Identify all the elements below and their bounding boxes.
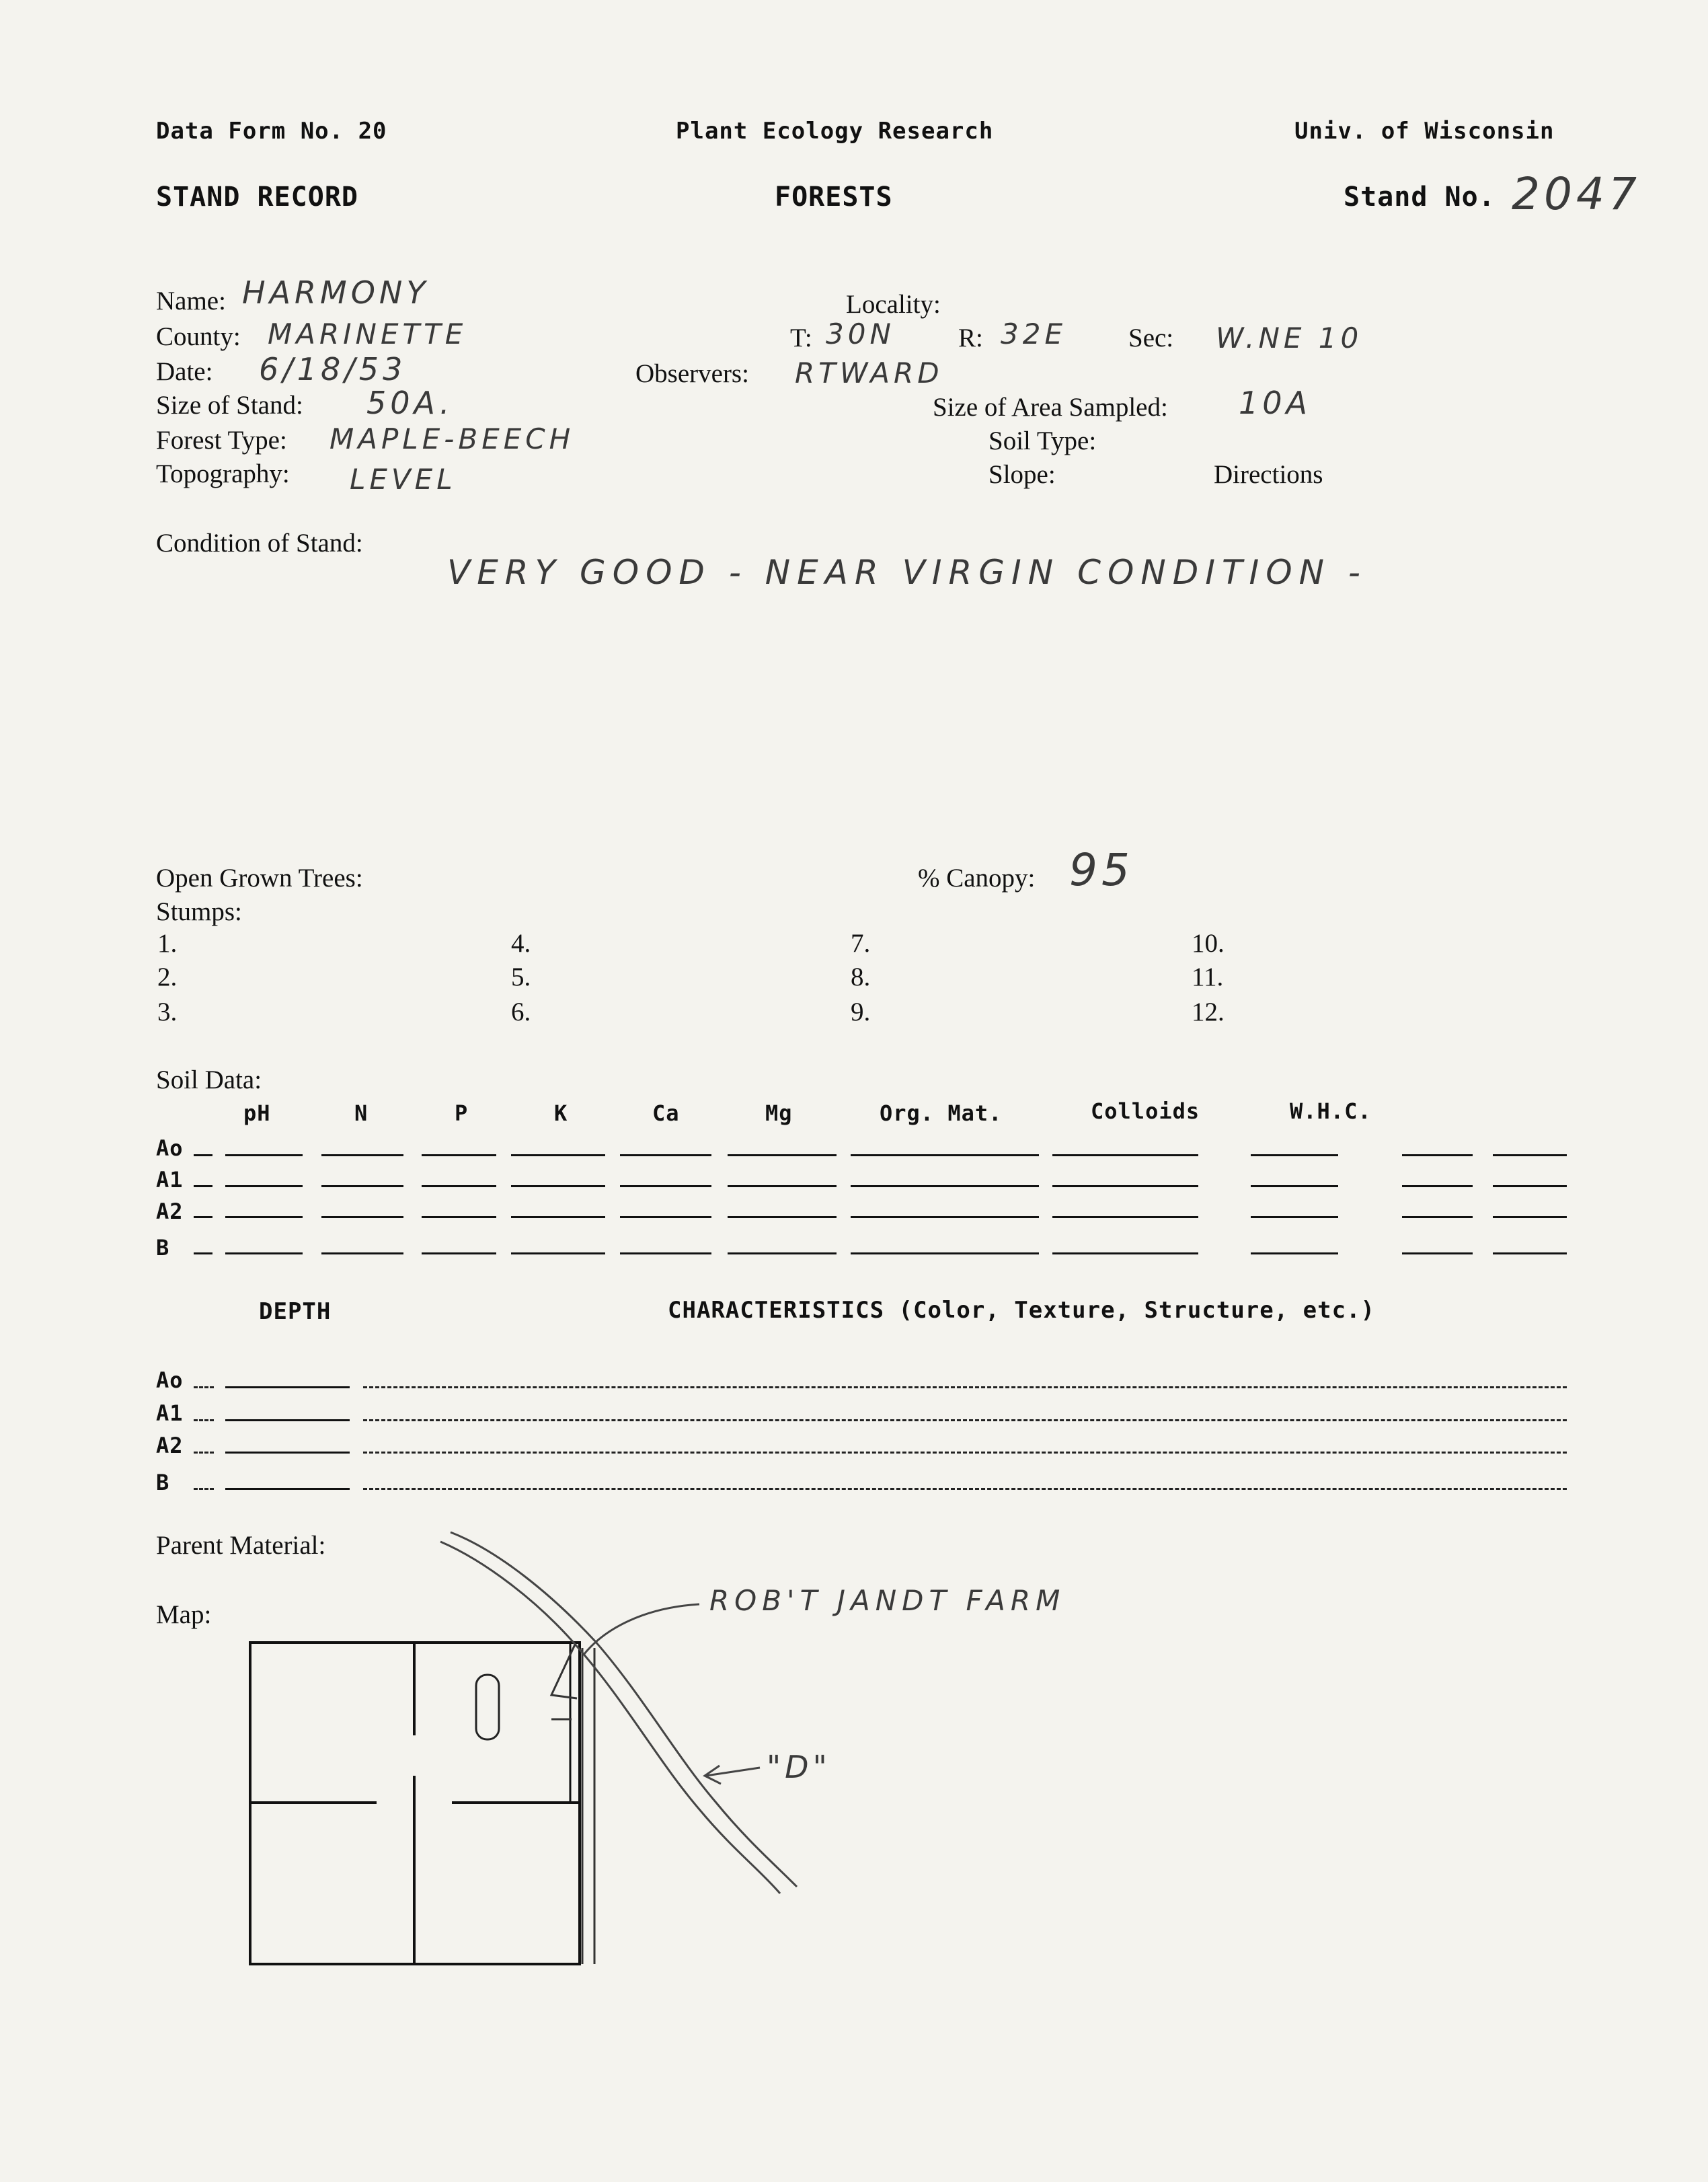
section-value[interactable]: W.NE 10 [1216, 322, 1363, 354]
parent-material-label: Parent Material: [156, 1531, 326, 1560]
stump-7: 7. [851, 929, 871, 958]
depth-label: DEPTH [259, 1298, 332, 1325]
date-value[interactable]: 6/18/53 [259, 351, 407, 387]
condition-label: Condition of Stand: [156, 529, 363, 558]
map-label: Map: [156, 1600, 212, 1629]
col-colloids: Colloids [1091, 1098, 1200, 1124]
stump-4: 4. [511, 929, 531, 958]
stump-10: 10. [1192, 929, 1225, 958]
characteristics-label: CHARACTERISTICS (Color, Texture, Structure, etc.) [668, 1297, 1376, 1324]
stand-number-value[interactable]: 2047 [1512, 168, 1641, 220]
observers-value[interactable]: RTWARD [795, 356, 943, 389]
county-label: County: [156, 322, 241, 351]
section-label: Sec: [1128, 324, 1174, 352]
soil-row-a2: A2 [156, 1199, 184, 1224]
col-ph: pH [243, 1100, 271, 1126]
name-value[interactable]: HARMONY [242, 274, 430, 311]
observers-label: Observers: [635, 359, 749, 388]
name-label: Name: [156, 287, 226, 315]
forest-type-value[interactable]: MAPLE-BEECH [329, 422, 575, 455]
soil-row-b: B [156, 1235, 170, 1261]
col-org-mat: Org. Mat. [880, 1100, 1003, 1126]
canopy-value[interactable]: 95 [1069, 844, 1134, 896]
stump-6: 6. [511, 998, 531, 1026]
area-sampled-label: Size of Area Sampled: [933, 393, 1168, 422]
farm-marker [551, 1645, 577, 1698]
soil-type-label: Soil Type: [988, 426, 1097, 455]
county-value[interactable]: MARINETTE [268, 317, 467, 350]
open-grown-trees-label: Open Grown Trees: [156, 864, 363, 893]
slope-label: Slope: [988, 460, 1056, 489]
directions-label: Directions [1214, 460, 1323, 489]
area-sampled-value[interactable]: 10A [1239, 385, 1312, 421]
col-mg: Mg [765, 1100, 793, 1126]
col-ca: Ca [652, 1100, 680, 1126]
size-of-stand-value[interactable]: 50A. [366, 385, 454, 421]
depth-row-ao: Ao [156, 1367, 184, 1393]
col-whc: W.H.C. [1290, 1098, 1372, 1124]
range-label: R: [958, 324, 983, 352]
township-value[interactable]: 30N [826, 317, 895, 350]
depth-row-b: B [156, 1470, 170, 1495]
road-d-line [451, 1532, 797, 1887]
depth-row-a2: A2 [156, 1433, 184, 1458]
stump-11: 11. [1192, 963, 1224, 991]
locality-label: Locality: [846, 290, 941, 319]
stump-3: 3. [157, 998, 178, 1026]
soil-data-title: Soil Data: [156, 1065, 262, 1094]
university: Univ. of Wisconsin [1294, 118, 1555, 145]
road-d-line [440, 1542, 780, 1893]
forest-type-label: Forest Type: [156, 426, 287, 455]
size-of-stand-label: Size of Stand: [156, 391, 303, 420]
form-category: FORESTS [775, 182, 893, 213]
topography-label: Topography: [156, 459, 290, 488]
stump-8: 8. [851, 963, 871, 991]
col-k: K [554, 1100, 568, 1126]
range-value[interactable]: 32E [1001, 317, 1066, 350]
soil-row-ao: Ao [156, 1135, 184, 1161]
stump-12: 12. [1192, 998, 1225, 1026]
road-d-annotation: "D" [767, 1749, 831, 1785]
date-label: Date: [156, 357, 213, 386]
stump-5: 5. [511, 963, 531, 991]
depth-row-a1: A1 [156, 1400, 184, 1426]
topography-value[interactable]: LEVEL [350, 463, 457, 496]
stand-outline [476, 1675, 499, 1739]
canopy-label: % Canopy: [918, 864, 1036, 893]
soil-row-a1: A1 [156, 1167, 184, 1193]
stump-1: 1. [157, 929, 178, 958]
form-title: STAND RECORD [156, 182, 358, 213]
col-p: P [455, 1100, 469, 1126]
condition-value[interactable]: VERY GOOD - NEAR VIRGIN CONDITION - [447, 553, 1367, 592]
stump-2: 2. [157, 963, 178, 991]
form-number: Data Form No. 20 [156, 118, 387, 145]
farm-annotation: ROB'T JANDT FARM [709, 1584, 1066, 1617]
col-n: N [354, 1100, 368, 1126]
stump-9: 9. [851, 998, 871, 1026]
township-label: T: [790, 324, 812, 352]
stumps-label: Stumps: [156, 897, 242, 926]
organization: Plant Ecology Research [676, 118, 994, 145]
stand-number-label: Stand No. [1344, 182, 1496, 213]
